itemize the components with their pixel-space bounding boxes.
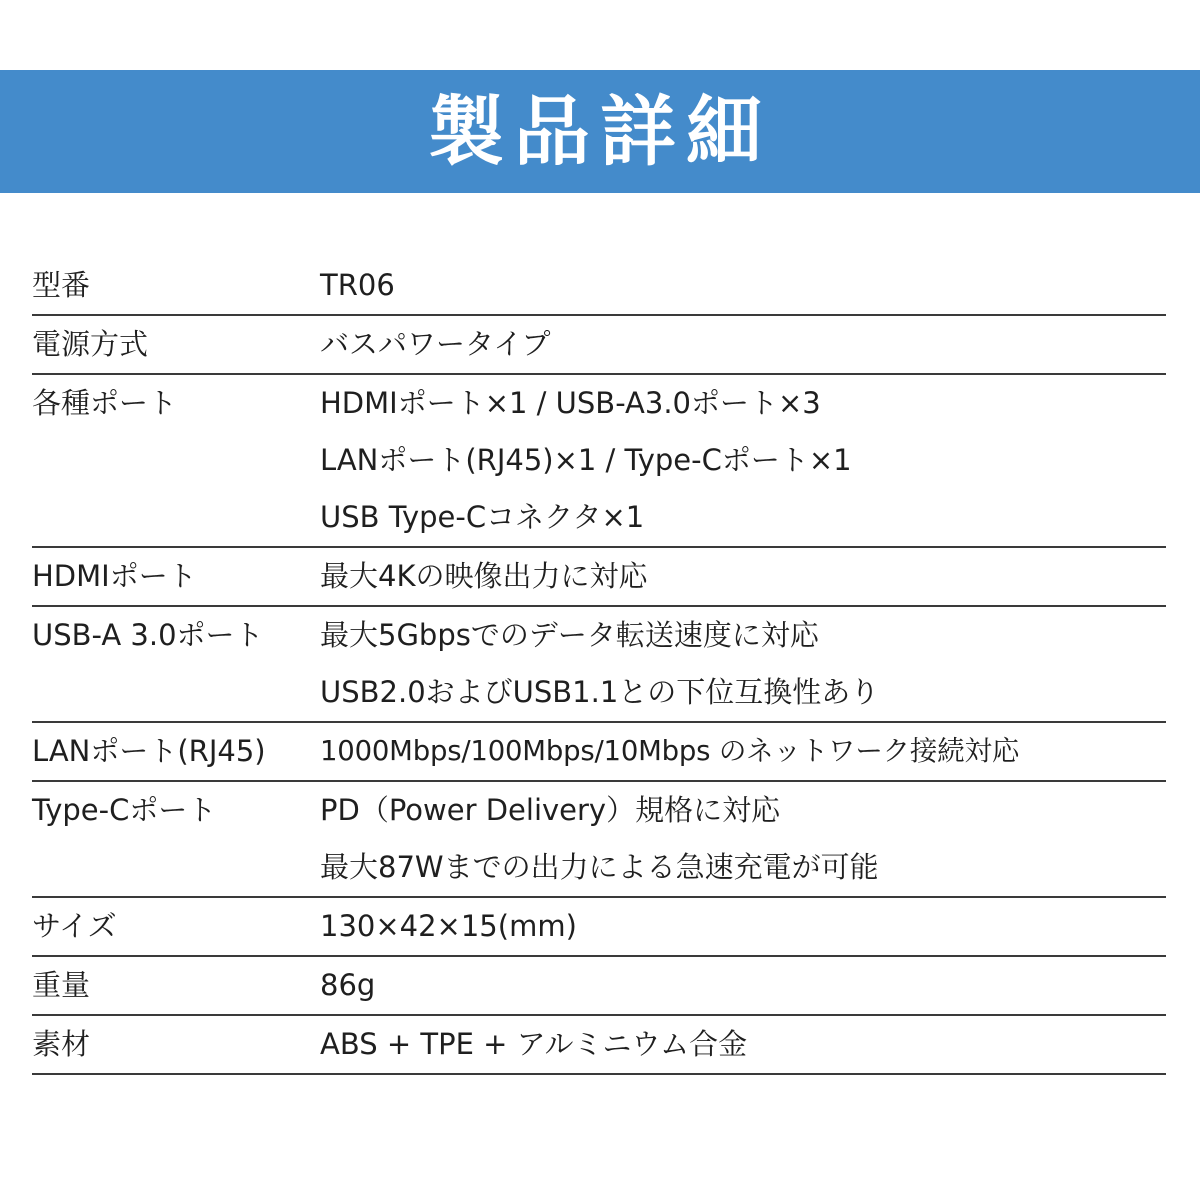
spec-row-power (32, 316, 1166, 375)
spec-value: HDMIポート×1 / USB-A3.0ポート×3 (320, 386, 821, 420)
spec-label: 型番 (32, 268, 91, 302)
spec-row-ports (32, 375, 1166, 548)
spec-values (320, 607, 1166, 721)
spec-values (320, 723, 1166, 780)
spec-values (320, 375, 1166, 546)
spec-table (32, 257, 1166, 1075)
spec-value: バスパワータイプ (320, 327, 551, 361)
spec-value: USB Type-Cコネクタ×1 (320, 500, 645, 534)
spec-label: サイズ (32, 909, 117, 943)
spec-value: USB2.0およびUSB1.1との下位互換性あり (320, 675, 880, 709)
spec-label: Type-Cポート (32, 793, 217, 827)
spec-values (320, 548, 1166, 605)
spec-values (320, 257, 1166, 314)
spec-value: 130×42×15(mm) (320, 909, 577, 943)
spec-values (320, 1016, 1166, 1073)
spec-label: LANポート(RJ45) (32, 734, 266, 768)
spec-value: 最大5Gbpsでのデータ転送速度に対応 (320, 618, 819, 652)
spec-value: 86g (320, 968, 376, 1002)
spec-value: PD（Power Delivery）規格に対応 (320, 793, 781, 827)
spec-value: 最大87Wまでの出力による急速充電が可能 (320, 850, 879, 884)
spec-value: ABS + TPE + アルミニウム合金 (320, 1027, 748, 1061)
spec-row-model (32, 257, 1166, 316)
spec-values (320, 782, 1166, 896)
spec-label: 各種ポート (32, 386, 178, 420)
spec-values (320, 316, 1166, 373)
spec-value: 最大4Kの映像出力に対応 (320, 559, 648, 593)
spec-values (320, 957, 1166, 1014)
spec-value: LANポート(RJ45)×1 / Type-Cポート×1 (320, 443, 852, 477)
spec-row-usb-a (32, 607, 1166, 723)
spec-row-weight (32, 957, 1166, 1016)
spec-label: 電源方式 (32, 327, 149, 361)
spec-label: HDMIポート (32, 559, 197, 593)
spec-row-size (32, 898, 1166, 957)
spec-row-hdmi (32, 548, 1166, 607)
spec-label: USB-A 3.0ポート (32, 618, 264, 652)
spec-row-material (32, 1016, 1166, 1075)
spec-row-type-c (32, 782, 1166, 898)
spec-label: 素材 (32, 1027, 91, 1061)
spec-label: 重量 (32, 968, 91, 1002)
page-title: 製品詳細 (428, 86, 772, 176)
spec-values (320, 898, 1166, 955)
header-band (0, 70, 1200, 193)
spec-value: 1000Mbps/100Mbps/10Mbps のネットワーク接続対応 (320, 735, 1020, 767)
spec-row-lan (32, 723, 1166, 782)
spec-value: TR06 (320, 268, 395, 302)
